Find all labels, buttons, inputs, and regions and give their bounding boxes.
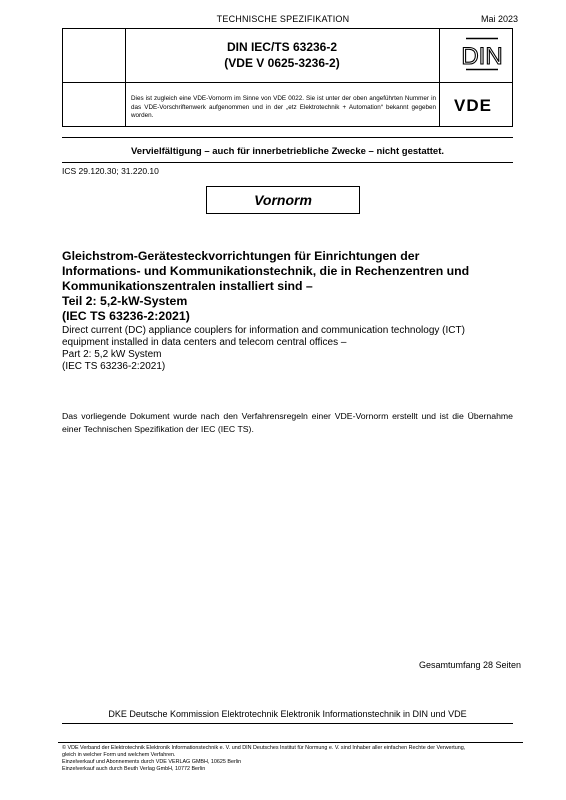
- divider: [125, 83, 126, 127]
- vde-logo: VDE: [454, 96, 492, 115]
- divider: [62, 137, 513, 138]
- title-line: Informations- und Kommunikationstechnik, die in Rechenzentren und: [62, 264, 470, 278]
- title-german: [62, 249, 522, 324]
- title-line: equipment installed in data centers and telecom central offices –: [62, 337, 347, 348]
- status-badge: Vornorm: [206, 186, 360, 214]
- title-line: Gleichstrom-Gerätesteckvorrichtungen für Einrichtungen der: [62, 249, 420, 263]
- divider: [62, 723, 513, 724]
- title-line: Kommunikationszentralen installiert sind –: [62, 279, 313, 293]
- copyright-footer: [62, 745, 522, 773]
- ics-codes: ICS 29.120.30; 31.220.10: [62, 166, 159, 176]
- procedure-note: Das vorliegende Dokument wurde nach den Verfahrensregeln einer VDE-Vornorm erstellt und ist die Übernahme einer Technischen Spezifikation der IEC (IEC TS).: [62, 411, 513, 434]
- title-english: [62, 325, 522, 373]
- footer-line: © VDE Verband der Elektrotechnik Elektronik Informationstechnik e. V. und DIN Deutsches Institut für Normung e. V. sind Inhaber aller einfachen Rechte der Verwertung,: [62, 745, 466, 751]
- title-line: Part 2: 5,2 kW System: [62, 349, 162, 360]
- din-logo: [461, 37, 503, 71]
- copy-warning: Vervielfältigung – auch für innerbetriebliche Zwecke – nicht gestattet.: [130, 146, 445, 157]
- din-logo-text: DIN: [461, 43, 503, 70]
- total-pages: Gesamtumfang 28 Seiten: [418, 660, 521, 670]
- footer-line: Einzelverkauf und Abonnements durch VDE VERLAG GMBH, 10625 Berlin: [62, 759, 242, 765]
- divider: [58, 742, 523, 743]
- footer-line: Einzelverkauf auch durch Beuth Verlag GmbH, 10772 Berlin: [62, 766, 206, 772]
- divider: [439, 83, 440, 127]
- title-line: Direct current (DC) appliance couplers for information and communication technology (ICT): [62, 325, 465, 336]
- title-line: (IEC TS 63236-2:2021): [62, 361, 166, 372]
- document-type: TECHNISCHE SPEZIFIKATION: [216, 14, 350, 24]
- divider: [439, 28, 440, 83]
- title-line: Teil 2: 5,2-kW-System: [62, 294, 188, 308]
- dke-line: DKE Deutsche Kommission Elektrotechnik Elektronik Informationstechnik in DIN und VDE: [108, 709, 467, 719]
- vde-notice: Dies ist zugleich eine VDE-Vornorm im Sinne von VDE 0022. Sie ist unter der oben angeführten Nummer in das VDE-Vorschriftenwerk aufgenommen und in der „etz Elektrotechnik + Automation“ bekannt gegeben worden.: [131, 95, 436, 120]
- document-code: DIN IEC/TS 63236-2: [226, 40, 338, 54]
- publication-date: Mai 2023: [480, 14, 518, 24]
- divider: [62, 162, 513, 163]
- footer-line: gleich in welcher Form und welchem Verfahren.: [62, 752, 176, 758]
- vde-code: (VDE V 0625-3236-2): [224, 56, 340, 70]
- title-line: (IEC TS 63236-2:2021): [62, 309, 190, 323]
